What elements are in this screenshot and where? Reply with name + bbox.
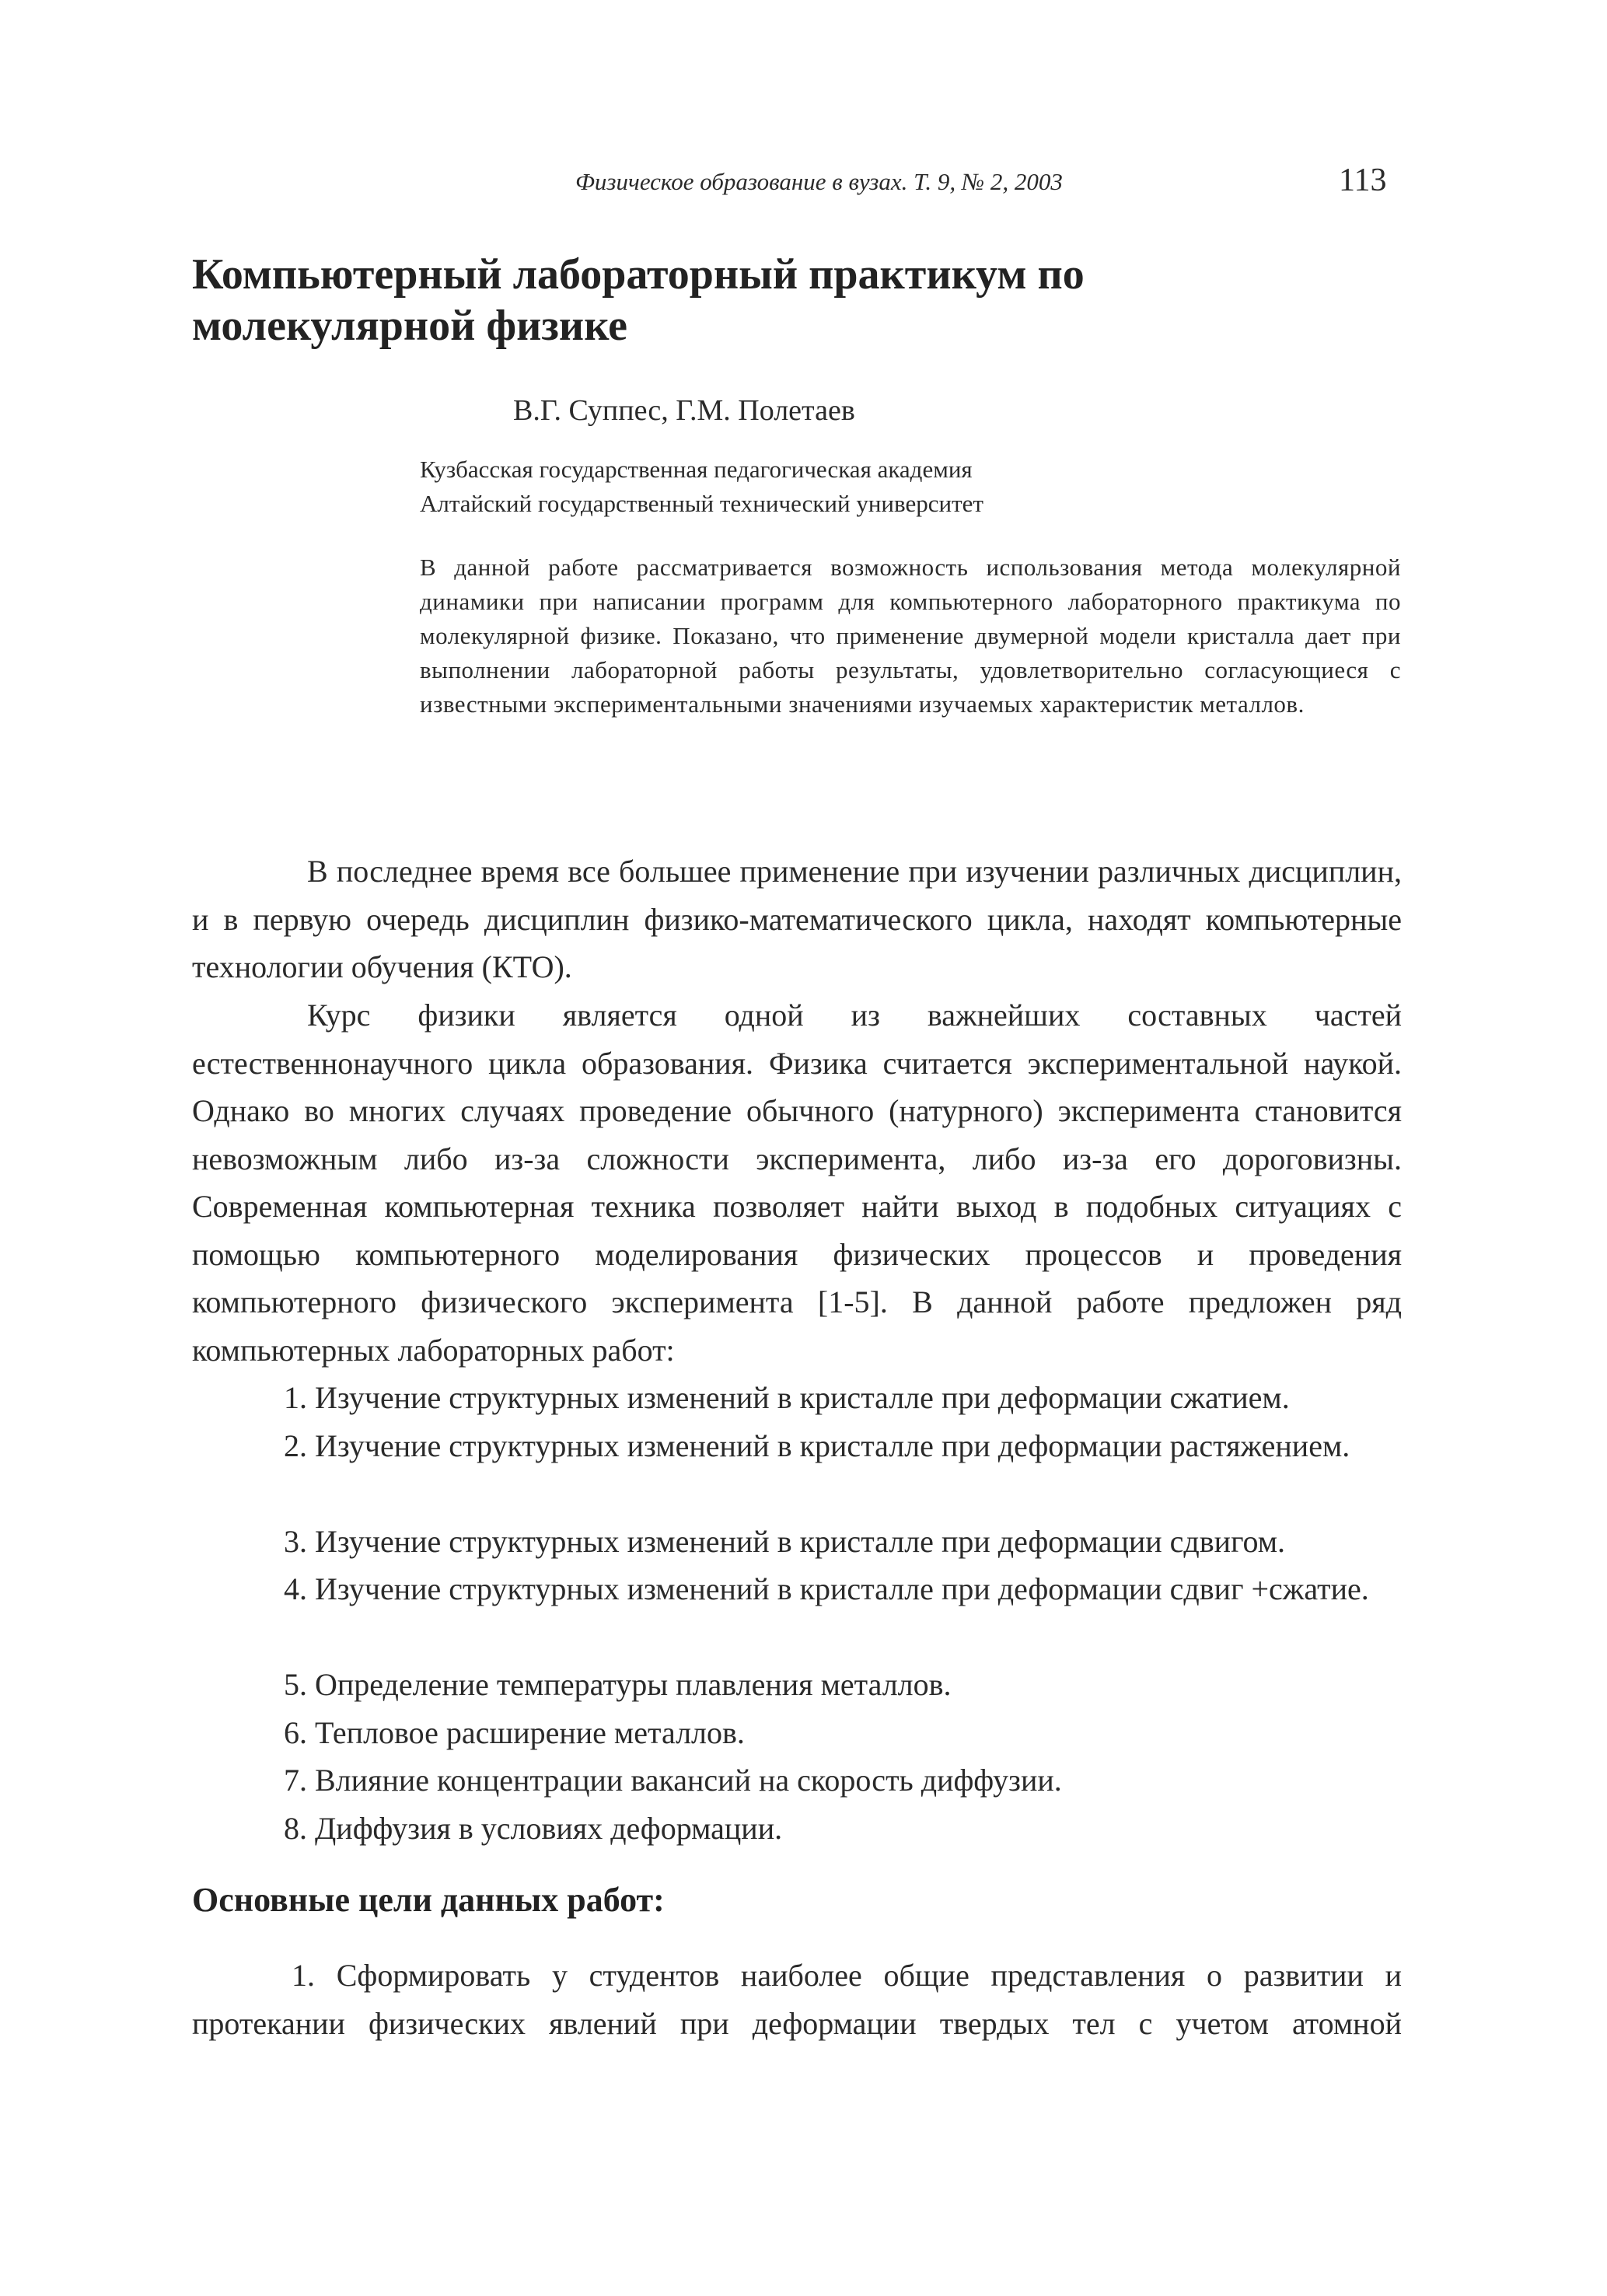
running-head: Физическое образование в вузах. Т. 9, № 2, 2003 [575,168,1063,195]
list-item-3: 3. Изучение структурных изменений в кристалле при деформации сдвигом. [284,1524,1286,1559]
body-paragraph-2: Курс физики является одной из важнейших составных частей естественнонаучного цикла образования. Физика считается экспериментальной наукой. Однако во многих случаях проведение обычного (натурного) эксперимента становится невозможным либо из-за сложности эксперимента, либо из-за его дороговизны. Современная компьютерная техника позволяет найти выход в подобных ситуациях с помощью компьютерного моделирования физических процессов и проведения компьютерного физического эксперимента [1-5]. В данной работе предложен ряд компьютерных лабораторных работ: [192,998,1402,1368]
list-item-5: 5. Определение температуры плавления металлов. [284,1667,952,1702]
list-item-8: 8. Диффузия в условиях деформации. [284,1811,783,1846]
affiliation-2: Алтайский государственный технический университет [420,490,983,517]
list-item-2: 2. Изучение структурных изменений в кристалле при деформации растяжением. [284,1428,1350,1463]
section-heading: Основные цели данных работ: [192,1881,665,1919]
list-item-7: 7. Влияние концентрации вакансий на скорость диффузии. [284,1763,1062,1798]
title-line-2: молекулярной физике [192,302,627,350]
abstract: В данной работе рассматривается возможность использования метода молекулярной динамики при написании программ для компьютерного лабораторного практикума по молекулярной физике. Показано, что применение двумерной модели кристалла дает при выполнении лабораторной работы результаты, удовлетворительно согласующиеся с известными экспериментальными значениями изучаемых характеристик металлов. [420,554,1401,718]
article-title [192,249,1085,351]
title-line-1: Компьютерный лабораторный практикум по [192,250,1085,299]
body-paragraph-1: В последнее время все большее применение при изучении различных дисциплин, и в первую очередь дисциплин физико-математического цикла, находят компьютерные технологии обучения (КТО). [192,854,1402,984]
page-number: 113 [1339,163,1387,198]
authors: В.Г. Суппес, Г.М. Полетаев [513,394,855,427]
list-item-6: 6. Тепловое расширение металлов. [284,1715,745,1750]
affiliation-1: Кузбасская государственная педагогическая академия [420,456,973,483]
list-item-1: 1. Изучение структурных изменений в кристалле при деформации сжатием. [284,1380,1290,1415]
goal-paragraph-1: 1. Сформировать у студентов наиболее общие представления о развитии и протекании физических явлений при деформации твердых тел с учетом атомной [192,1958,1402,2041]
list-item-4: 4. Изучение структурных изменений в кристалле при деформации сдвиг +сжатие. [284,1571,1369,1606]
